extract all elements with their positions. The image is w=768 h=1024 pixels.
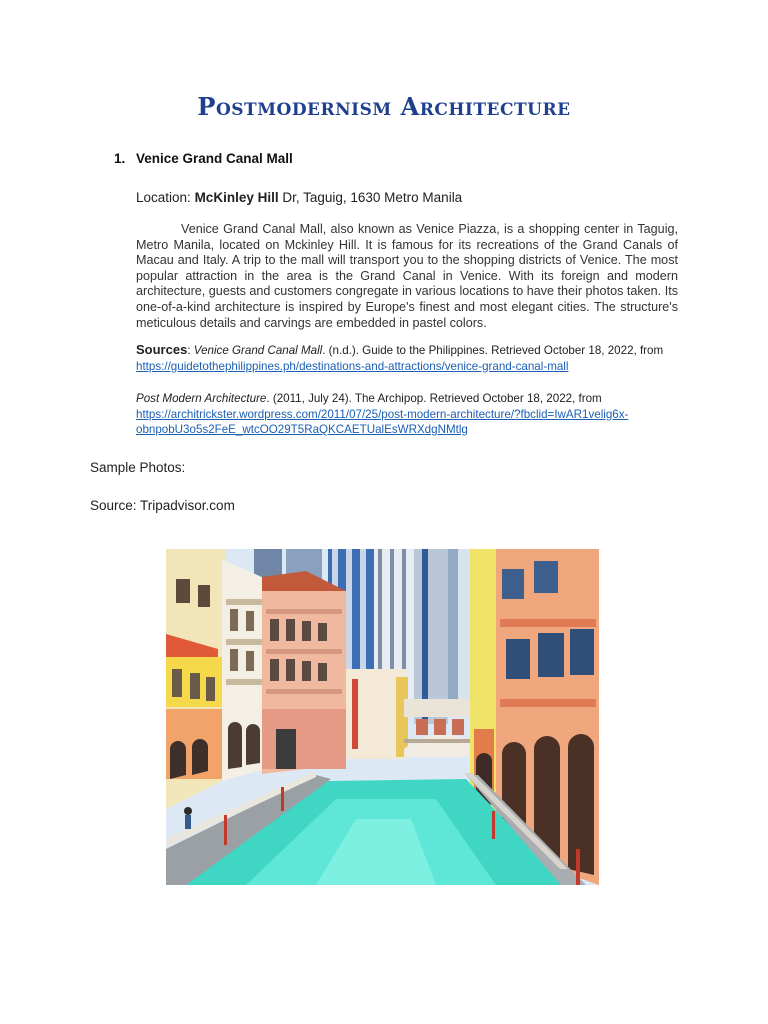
source-reference-1: [136, 342, 696, 374]
ref2-title: Post Modern Architecture: [136, 392, 267, 405]
ref2-link-line2[interactable]: obnpobU3o5s2FeE_wtcOO29T5RaQKCAETUalEsWRXdgNMtlg: [136, 423, 468, 436]
ref2-link-line1[interactable]: https://architrickster.wordpress.com/2011/07/25/post-modern-architecture/?fbclid=IwAR1velig6x-: [136, 407, 629, 421]
canal-mall-photo: [166, 549, 599, 885]
section-number: 1.: [114, 151, 126, 166]
location-line: [136, 190, 462, 205]
location-place: McKinley Hill: [194, 190, 279, 205]
location-rest: Dr, Taguig, 1630 Metro Manila: [278, 190, 463, 205]
ref2-rest: . (2011, July 24). The Archipop. Retrieved October 18, 2022, from: [266, 392, 602, 405]
section-heading: [114, 151, 293, 166]
section-title: Venice Grand Canal Mall: [136, 151, 293, 166]
photo-source-label: Source: Tripadvisor.com: [90, 498, 235, 513]
sources-label: Sources: [136, 342, 188, 357]
sources-colon: :: [187, 344, 194, 357]
location-label: Location:: [136, 190, 191, 205]
ref1-rest: . (n.d.). Guide to the Philippines. Retrieved October 18, 2022, from: [322, 344, 664, 357]
source-reference-2: [136, 391, 696, 438]
ref1-title: Venice Grand Canal Mall: [193, 344, 323, 357]
body-paragraph: [136, 222, 678, 331]
ref1-link[interactable]: https://guidetothephilippines.ph/destinations-and-attractions/venice-grand-canal-mall: [136, 359, 569, 373]
body-text: Venice Grand Canal Mall, also known as Venice Piazza, is a shopping center in Taguig, Metro Manila, located on Mckinley Hill. It is famous for its recreations of the Grand Canals of Macau and Italy. A trip to the mall will transport you to the shopping districts of Venice. The most popular attraction in the area is the Grand Canal in Venice. With its foreign and modern architecture, guests and customers congregate in various locations to have their photos taken. Its one-of-a-kind architecture is inspired by Europe's finest and most elegant cities. The structure's meticulous details and carvings are embedded in pastel colors.: [136, 222, 678, 330]
page-title: Postmodernism Architecture: [197, 92, 571, 121]
sample-photos-label: Sample Photos:: [90, 460, 186, 475]
